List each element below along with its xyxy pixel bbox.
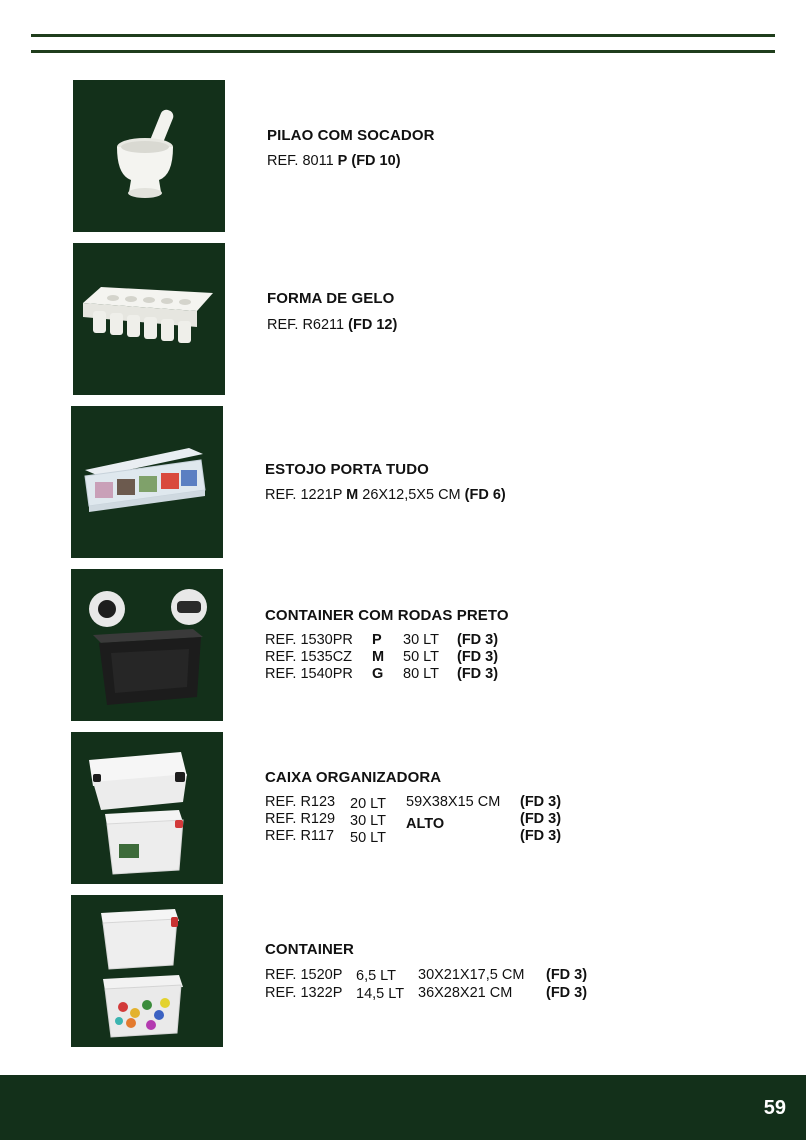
- row-size: P: [372, 632, 382, 648]
- header-rule-bottom: [31, 50, 775, 53]
- ref-label: REF.: [267, 317, 299, 333]
- fd-code: (FD 12): [348, 317, 398, 333]
- row-fd: (FD 3): [520, 828, 562, 844]
- ref-label: REF.: [265, 487, 297, 503]
- organizer-case-icon: [71, 406, 223, 558]
- size-code: P: [337, 153, 348, 169]
- row-volume: 30 LT: [350, 813, 387, 829]
- product-title: FORMA DE GELO: [267, 290, 395, 307]
- row-ref: REF. R123: [265, 794, 336, 810]
- ref-code: R6211: [302, 317, 345, 333]
- row-volume: 6,5 LT: [356, 968, 397, 984]
- product-title: CONTAINER: [265, 941, 354, 958]
- ref-code: 8011: [302, 153, 334, 169]
- product-image-estojo: [71, 406, 223, 558]
- size-code: M: [346, 487, 359, 503]
- product-ref-line: [265, 487, 506, 504]
- row-volume: 14,5 LT: [356, 986, 405, 1002]
- product-image-container: [71, 895, 223, 1047]
- product-title: PILAO COM SOCADOR: [267, 127, 435, 144]
- row-ref: REF. 1540PR: [265, 666, 353, 682]
- row-ref: REF. 1530PR: [265, 632, 353, 648]
- fd-code: (FD 10): [351, 153, 401, 169]
- row-ref: REF. 1520P: [265, 967, 343, 983]
- row-ref: REF. 1535CZ: [265, 649, 353, 665]
- header-rule-top: [31, 34, 775, 37]
- row-dims: 36X28X21 CM: [418, 985, 513, 1001]
- row-fd: (FD 3): [457, 632, 499, 648]
- fd-code: (FD 6): [464, 487, 506, 503]
- product-title: CONTAINER COM RODAS PRETO: [265, 607, 509, 624]
- ice-tray-icon: [73, 243, 225, 395]
- row-dims: 30X21X17,5 CM: [418, 967, 525, 983]
- product-image-caixa-organizadora: [71, 732, 223, 884]
- row-ref: REF. R117: [265, 828, 335, 844]
- row-fd: (FD 3): [546, 985, 588, 1001]
- row-volume: 80 LT: [403, 666, 440, 682]
- row-volume: 20 LT: [350, 796, 387, 812]
- product-title: ESTOJO PORTA TUDO: [265, 461, 429, 478]
- storage-box-icon: [71, 732, 223, 884]
- row-volume: 30 LT: [403, 632, 440, 648]
- page-footer: [0, 1075, 806, 1140]
- product-ref-line: [267, 153, 401, 170]
- product-image-forma-gelo: [73, 243, 225, 395]
- row-ref: REF. 1322P: [265, 985, 343, 1001]
- row-fd: (FD 3): [457, 666, 499, 682]
- row-volume: 50 LT: [403, 649, 440, 665]
- product-image-pilao: [73, 80, 225, 232]
- row-volume: 50 LT: [350, 830, 387, 846]
- row-fd: (FD 3): [546, 967, 588, 983]
- mortar-pestle-icon: [73, 80, 225, 232]
- row-fd: (FD 3): [520, 794, 562, 810]
- height-note: ALTO: [406, 816, 445, 832]
- clear-container-icon: [71, 895, 223, 1047]
- product-ref-line: [267, 317, 397, 334]
- wheeled-container-icon: [71, 569, 223, 721]
- dimensions: 59X38X15 CM: [406, 794, 501, 810]
- page-number: 59: [763, 1097, 786, 1119]
- row-fd: (FD 3): [457, 649, 499, 665]
- ref-code: 1221P: [300, 487, 343, 503]
- product-title: CAIXA ORGANIZADORA: [265, 769, 442, 786]
- row-fd: (FD 3): [520, 811, 562, 827]
- ref-label: REF.: [267, 153, 299, 169]
- row-ref: REF. R129: [265, 811, 336, 827]
- row-size: M: [372, 649, 385, 665]
- product-image-container-rodas: [71, 569, 223, 721]
- dimensions: 26X12,5X5 CM: [362, 487, 461, 503]
- row-size: G: [372, 666, 384, 682]
